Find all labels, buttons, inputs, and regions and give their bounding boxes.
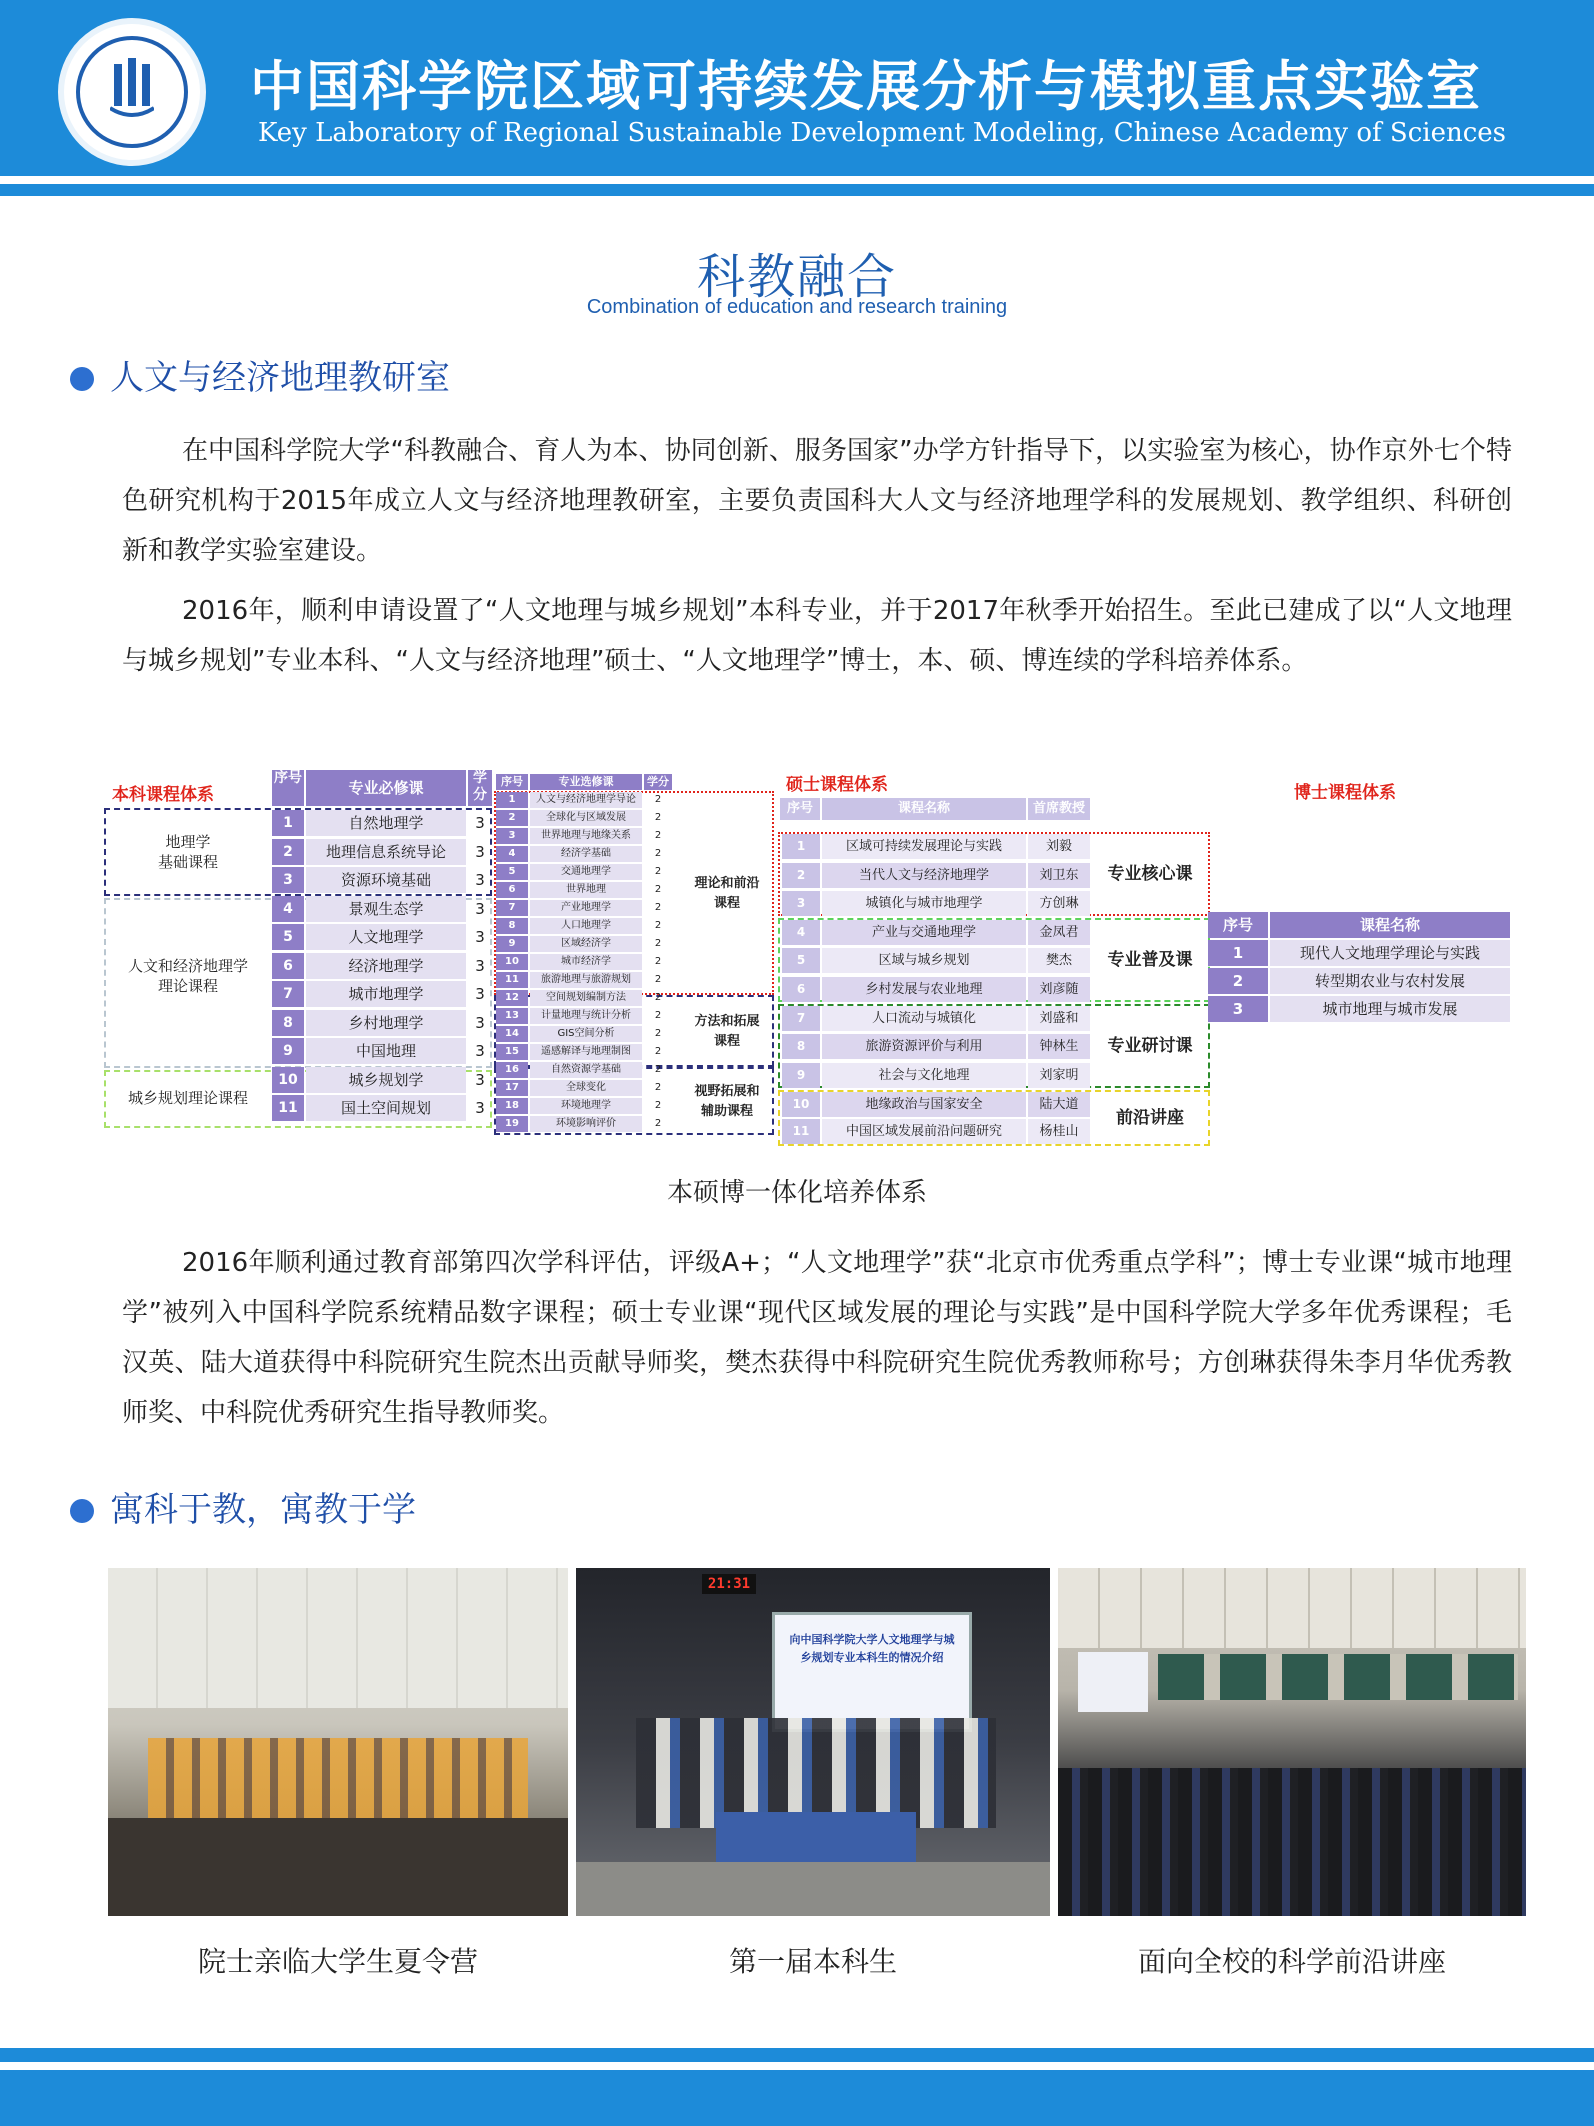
windows-row [1158,1654,1518,1700]
header-underline [0,184,1594,196]
ug-row-num: 6 [272,953,304,979]
ms-row-prof: 刘盛和 [1028,1006,1090,1031]
lab-title-en: Key Laboratory of Regional Sustainable Development Modeling, Chinese Academy of Sciences [258,118,1506,148]
phd-row-num: 3 [1208,996,1268,1022]
el-row-credit: 2 [654,866,662,877]
floor [576,1862,1050,1916]
ms-row-num: 11 [782,1119,820,1144]
el-row-credit: 2 [654,1028,662,1039]
phd-row-course: 现代人文地理学理论与实践 [1270,940,1510,966]
ug-row-credit: 3 [475,814,485,832]
el-row-course: 环境影响评价 [530,1116,642,1132]
el-row-course: 人口地理学 [530,918,642,934]
ug-group-label-1: 地理学 基础课程 [157,833,218,871]
el-row-num: 15 [496,1044,528,1060]
ms-row-prof: 刘彦随 [1028,977,1090,1002]
ms-row-course: 地缘政治与国家安全 [822,1092,1026,1117]
ms-header-num: 序号 [780,798,820,820]
logo-emblem-icon [110,58,154,120]
el-row-num: 4 [496,846,528,862]
ms-row-num: 2 [782,863,820,888]
ug-row-credit: 3 [475,871,485,889]
heading-text: 人文与经济地理教研室 [110,358,450,398]
paragraph-honors: 2016年顺利通过教育部第四次学科评估，评级A+；“人文地理学”获“北京市优秀重点学科”；博士专业课“城市地理学”被列入中国科学院系统精品数字课程；硕士专业课“现代区域发展的理论与实践”是中国科学院大学多年优秀课程；毛汉英、陆大道获得中科院研究生院杰出贡献导师奖，樊杰获得中科院研究生院优秀教师称号；方创琳获得朱李月华优秀教师奖、中科院优秀研究生指导教师奖。 [122,1248,1512,1428]
ug-row-num: 2 [272,839,304,865]
caption-science-lecture: 面向全校的科学前沿讲座 [1137,1945,1446,1978]
caption-first-undergrads: 第一届本科生 [728,1945,897,1978]
ug-row-num: 1 [272,810,304,836]
ms-row-course: 旅游资源评价与利用 [822,1034,1026,1059]
phd-header-course: 课程名称 [1270,912,1510,938]
phd-row-course: 城市地理与城市发展 [1270,996,1510,1022]
master-label: 硕士课程体系 [786,775,888,795]
el-row-course: 经济学基础 [530,846,642,862]
el-row-num: 17 [496,1080,528,1096]
side-screen [1078,1652,1148,1712]
ms-header-course: 课程名称 [822,798,1026,820]
footer-stripe [0,2048,1594,2062]
el-row-course: 世界地理与地缘关系 [530,828,642,844]
el-row-credit: 2 [654,1118,662,1129]
el-row-num: 16 [496,1062,528,1078]
paragraph-program: 2016年，顺利申请设置了“人文地理与城乡规划”本科专业，并于2017年秋季开始招生。至此已建成了以“人文地理与城乡规划”专业本科、“人文与经济地理”硕士、“人文地理学”博士，本、硕、博连续的学科培养体系。 [122,596,1512,676]
lectern [716,1812,916,1862]
el-row-num: 9 [496,936,528,952]
ug-row-course: 自然地理学 [306,810,466,836]
ceiling-panel [108,1568,568,1708]
el-row-credit: 2 [654,938,662,949]
projector-screen: 向中国科学院大学人文地理学与城乡规划专业本科生的情况介绍 [772,1612,972,1732]
phd-label: 博士课程体系 [1294,783,1396,803]
ug-row-credit: 3 [475,899,485,918]
paragraph-intro: 在中国科学院大学“科教融合、育人为本、协同创新、服务国家”办学方针指导下，以实验室为核心，协作京外七个特色研究机构于2015年成立人文与经济地理教研室，主要负责国科大人文与经济地理学科的发展规划、教学组织、科研创新和教学实验室建设。 [122,436,1512,566]
bullet-dot-icon [70,1499,94,1523]
photo-first-undergrads [576,1568,1050,1916]
el-row-credit: 2 [654,1046,662,1057]
el-row-credit: 2 [654,1010,662,1021]
ms-row-prof: 刘毅 [1028,834,1090,859]
ms-row-course: 人口流动与城镇化 [822,1006,1026,1031]
ug-row-credit: 3 [475,985,485,1003]
lecture-ceiling [1058,1568,1526,1648]
ms-row-num: 1 [782,834,820,859]
ms-row-prof: 陆大道 [1028,1092,1090,1117]
ug-row-num: 8 [272,1010,304,1036]
ms-row-num: 4 [782,920,820,945]
ms-row-course: 产业与交通地理学 [822,920,1026,945]
ms-group-label-2: 专业普及课 [1107,950,1193,970]
el-row-course: 人文与经济地理学导论 [530,792,642,808]
phd-row-num: 2 [1208,968,1268,994]
phd-header-num: 序号 [1208,912,1268,938]
el-group-label-1: 理论和前沿 课程 [694,876,760,911]
el-row-credit: 2 [654,1064,662,1075]
ms-row-course: 城镇化与城市地理学 [822,891,1026,916]
el-row-num: 19 [496,1116,528,1132]
el-row-course: 自然资源学基础 [530,1062,642,1078]
ms-row-course: 区域与城乡规划 [822,948,1026,973]
el-row-course: 全球化与区域发展 [530,810,642,826]
el-row-num: 3 [496,828,528,844]
el-row-num: 7 [496,900,528,916]
ug-row-num: 3 [272,867,304,893]
curriculum-diagram [104,760,1514,1140]
ms-group-label-1: 专业核心课 [1107,864,1193,884]
el-row-credit: 2 [654,992,662,1003]
ms-row-num: 6 [782,977,820,1002]
header-divider [0,176,1594,184]
photo-summer-camp [108,1568,568,1916]
ms-row-prof: 刘卫东 [1028,863,1090,888]
el-row-num: 14 [496,1026,528,1042]
el-row-credit: 2 [654,956,662,967]
ug-row-num: 11 [272,1095,304,1121]
el-row-num: 13 [496,1008,528,1024]
ug-header-course: 专业必修课 [306,770,466,806]
el-row-credit: 2 [654,974,662,985]
ms-row-num: 10 [782,1092,820,1117]
ug-row-course: 景观生态学 [306,896,466,922]
ug-group-label-3: 城乡规划理论课程 [127,1089,248,1107]
el-row-course: GIS空间分析 [530,1026,642,1042]
ms-row-num: 9 [782,1063,820,1088]
clock-display: 21:31 [702,1574,756,1594]
el-row-credit: 2 [654,1100,662,1111]
ms-row-prof: 刘家明 [1028,1063,1090,1088]
el-row-credit: 2 [654,920,662,931]
el-row-credit: 2 [654,794,662,805]
ms-row-course: 当代人文与经济地理学 [822,863,1026,888]
section-title: 科教融合 [696,249,897,305]
ms-row-course: 社会与文化地理 [822,1063,1026,1088]
el-row-num: 18 [496,1098,528,1114]
el-row-credit: 2 [654,1082,662,1093]
el-row-course: 环境地理学 [530,1098,642,1114]
ug-row-course: 城乡规划学 [306,1067,466,1093]
ug-group-label-2: 人文和经济地理学 理论课程 [127,957,248,995]
ug-row-credit: 3 [475,1099,485,1117]
footer-bar [0,2070,1594,2126]
el-row-credit: 2 [654,830,662,841]
ug-row-course: 地理信息系统导论 [306,839,466,865]
ms-row-prof: 方创琳 [1028,891,1090,916]
lab-title-cn: 中国科学院区域可持续发展分析与模拟重点实验室 [250,55,1482,118]
ug-row-course: 人文地理学 [306,924,466,950]
ug-row-num: 7 [272,981,304,1007]
heading-text: 寓科于教，寓教于学 [110,1490,416,1530]
ug-row-course: 资源环境基础 [306,867,466,893]
ms-row-num: 8 [782,1034,820,1059]
el-row-course: 产业地理学 [530,900,642,916]
el-row-num: 8 [496,918,528,934]
el-row-credit: 2 [654,812,662,823]
desk-area [108,1818,568,1916]
ms-group-label-4: 前沿讲座 [1116,1108,1184,1128]
el-group-label-2: 方法和拓展 课程 [694,1014,760,1049]
bullet-dot-icon [70,367,94,391]
caption-summer-camp: 院士亲临大学生夏令营 [197,1945,478,1978]
photo-science-lecture [1058,1568,1526,1916]
el-row-course: 全球变化 [530,1080,642,1096]
ms-row-num: 3 [782,891,820,916]
ms-row-prof: 杨桂山 [1028,1119,1090,1144]
el-row-credit: 2 [654,884,662,895]
ug-row-credit: 3 [475,842,485,861]
ms-header-prof: 首席教授 [1028,798,1090,820]
el-row-num: 6 [496,882,528,898]
el-row-credit: 2 [654,902,662,913]
el-row-num: 5 [496,864,528,880]
lab-logo [58,18,206,166]
section-subtitle: Combination of education and research training [586,296,1008,318]
ug-row-course: 城市地理学 [306,981,466,1007]
el-row-num: 2 [496,810,528,826]
ms-row-prof: 樊杰 [1028,948,1090,973]
ug-row-num: 5 [272,924,304,950]
el-row-course: 区域经济学 [530,936,642,952]
el-row-course: 空间规划编制方法 [530,990,642,1006]
ms-row-num: 7 [782,1006,820,1031]
ug-header-num: 序号 [272,770,304,806]
el-row-course: 城市经济学 [530,954,642,970]
ug-row-credit: 3 [475,928,485,946]
ug-row-credit: 3 [475,956,485,975]
ug-row-num: 9 [272,1038,304,1064]
el-row-credit: 2 [654,848,662,859]
ug-row-num: 10 [272,1067,304,1093]
ug-row-course: 中国地理 [306,1038,466,1064]
ms-row-course: 乡村发展与农业地理 [822,977,1026,1002]
phd-row-num: 1 [1208,940,1268,966]
ms-row-prof: 钟林生 [1028,1034,1090,1059]
phd-row-course: 转型期农业与农村发展 [1270,968,1510,994]
ug-row-credit: 3 [475,1013,485,1032]
el-row-course: 计量地理与统计分析 [530,1008,642,1024]
el-header-course: 专业选修课 [530,774,642,790]
ug-row-course: 国土空间规划 [306,1095,466,1121]
ug-row-credit: 3 [475,1042,485,1060]
audience-seats [1058,1768,1526,1916]
ms-group-label-3: 专业研讨课 [1107,1036,1193,1056]
el-row-num: 12 [496,990,528,1006]
undergrad-label: 本科课程体系 [112,785,214,805]
diagram-caption: 本硕博一体化培养体系 [666,1178,927,1208]
ug-row-course: 经济地理学 [306,953,466,979]
ug-row-course: 乡村地理学 [306,1010,466,1036]
el-row-course: 世界地理 [530,882,642,898]
el-row-course: 旅游地理与旅游规划 [530,972,642,988]
el-row-course: 交通地理学 [530,864,642,880]
el-row-num: 11 [496,972,528,988]
ms-row-course: 中国区域发展前沿问题研究 [822,1119,1026,1144]
ms-row-num: 5 [782,948,820,973]
ug-header-credit: 学分 [468,770,492,806]
ms-row-prof: 金凤君 [1028,920,1090,945]
ug-row-num: 4 [272,896,304,922]
ms-row-course: 区域可持续发展理论与实践 [822,834,1026,859]
ug-row-credit: 3 [475,1070,485,1089]
heading-teaching-office [70,350,450,399]
heading-teaching-research [70,1482,416,1531]
el-header-num: 序号 [496,774,528,790]
el-row-course: 遥感解译与地理制图 [530,1044,642,1060]
el-group-label-3: 视野拓展和 辅助课程 [694,1084,760,1119]
el-row-num: 10 [496,954,528,970]
el-header-credit: 学分 [644,774,672,790]
el-row-num: 1 [496,792,528,808]
